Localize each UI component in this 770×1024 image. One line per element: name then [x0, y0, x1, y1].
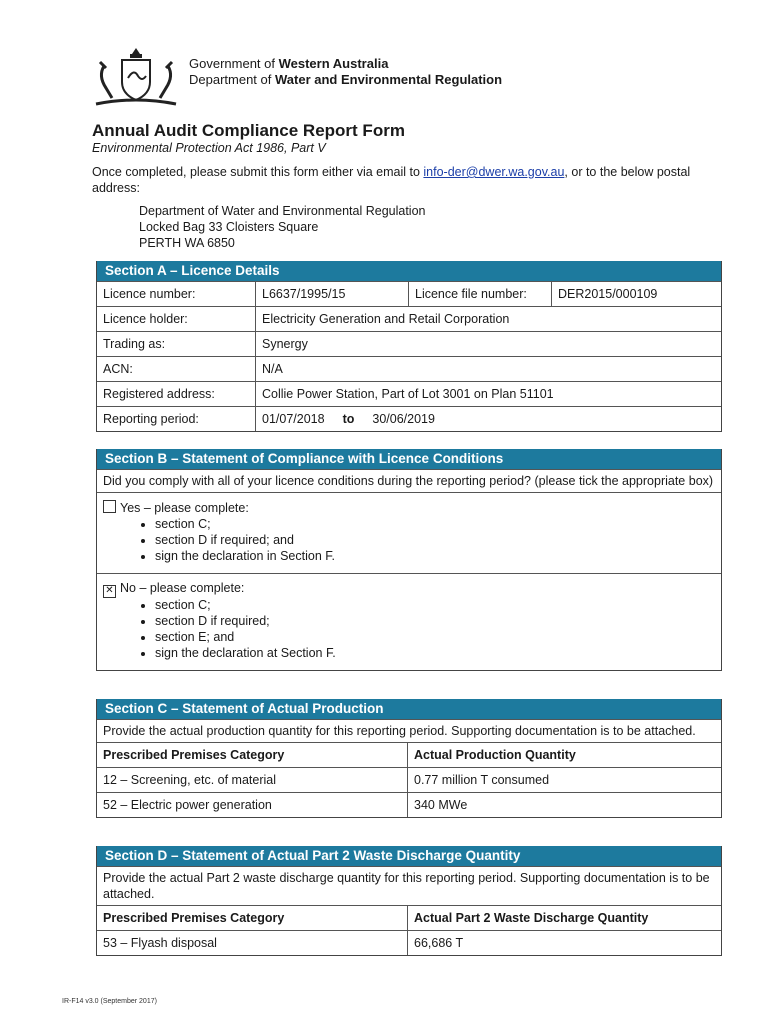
- section-b: [96, 449, 722, 671]
- reporting-period-value: 01/07/2018 to 30/06/2019: [256, 407, 722, 432]
- table-row: [97, 768, 721, 793]
- table-row: [97, 931, 721, 956]
- section-a: [96, 261, 722, 432]
- form-reference: IR-F14 v3.0 (September 2017): [62, 998, 157, 1005]
- section-a-heading: Section A – Licence Details: [97, 261, 721, 281]
- section-b-heading: Section B – Statement of Compliance with Licence Conditions: [97, 449, 721, 469]
- compliance-question: Did you comply with all of your licence conditions during the reporting period? (please tick the appropriate box): [97, 469, 721, 492]
- licence-holder-value: Electricity Generation and Retail Corporation: [256, 307, 722, 332]
- table-row: [97, 793, 721, 818]
- form-title: Annual Audit Compliance Report Form: [92, 121, 405, 140]
- section-d: [96, 846, 722, 956]
- waste-discharge-instruction: Provide the actual Part 2 waste discharge quantity for this reporting period. Supporting documentation is to be attached.: [97, 866, 721, 905]
- list-item: • section D if required; and: [155, 532, 715, 548]
- licence-holder-label: Licence holder:: [97, 307, 256, 332]
- section-d-heading: Section D – Statement of Actual Part 2 Waste Discharge Quantity: [97, 846, 721, 866]
- trading-as-label: Trading as:: [97, 332, 256, 357]
- yes-checkbox[interactable]: [103, 500, 116, 513]
- submission-instructions: Once completed, please submit this form either via email to info-der@dwer.wa.gov.au, or to the below postal address:: [92, 165, 691, 195]
- quantity-cell: 66,686 T: [408, 931, 722, 956]
- trading-as-value: Synergy: [256, 332, 722, 357]
- yes-option: Yes – please complete: • section C; • section D if required; and • sign the declaration in Section F.: [97, 492, 721, 573]
- government-name: Government of Western Australia: [189, 56, 389, 71]
- list-item: • section E; and: [155, 629, 715, 645]
- quantity-cell: 340 MWe: [408, 793, 722, 818]
- registered-address-label: Registered address:: [97, 382, 256, 407]
- list-item: • section C;: [155, 516, 715, 532]
- no-option: ✕ No – please complete: • section C; • section D if required; • section E; and • sign the declaration at Section F.: [97, 573, 721, 670]
- production-instruction: Provide the actual production quantity for this reporting period. Supporting documentation is to be attached.: [97, 719, 721, 742]
- reporting-period-label: Reporting period:: [97, 407, 256, 432]
- category-column-header: Prescribed Premises Category: [97, 743, 408, 768]
- licence-file-number-value: DER2015/000109: [552, 282, 722, 307]
- postal-address: Department of Water and Environmental Regulation Locked Bag 33 Cloisters Square PERTH WA 6850: [139, 204, 426, 250]
- section-c-heading: Section C – Statement of Actual Production: [97, 699, 721, 719]
- list-item: • section C;: [155, 597, 715, 613]
- list-item: • sign the declaration at Section F.: [155, 645, 715, 661]
- licence-file-number-label: Licence file number:: [409, 282, 552, 307]
- category-cell: 53 – Flyash disposal: [97, 931, 408, 956]
- section-c: [96, 699, 722, 818]
- department-name: Department of Water and Environmental Regulation: [189, 72, 503, 87]
- email-link[interactable]: info-der@dwer.wa.gov.au: [423, 165, 565, 179]
- category-cell: 12 – Screening, etc. of material: [97, 768, 408, 793]
- quantity-cell: 0.77 million T consumed: [408, 768, 722, 793]
- registered-address-value: Collie Power Station, Part of Lot 3001 on Plan 51101: [256, 382, 722, 407]
- coat-of-arms-icon: [90, 44, 182, 110]
- no-checkbox[interactable]: ✕: [103, 585, 116, 598]
- list-item: • section D if required;: [155, 613, 715, 629]
- form-subtitle: Environmental Protection Act 1986, Part V: [92, 141, 326, 155]
- acn-value: N/A: [256, 357, 722, 382]
- licence-number-label: Licence number:: [97, 282, 256, 307]
- licence-number-value: L6637/1995/15: [256, 282, 409, 307]
- category-cell: 52 – Electric power generation: [97, 793, 408, 818]
- acn-label: ACN:: [97, 357, 256, 382]
- discharge-quantity-column-header: Actual Part 2 Waste Discharge Quantity: [408, 906, 722, 931]
- quantity-column-header: Actual Production Quantity: [408, 743, 722, 768]
- category-column-header: Prescribed Premises Category: [97, 906, 408, 931]
- list-item: • sign the declaration in Section F.: [155, 548, 715, 564]
